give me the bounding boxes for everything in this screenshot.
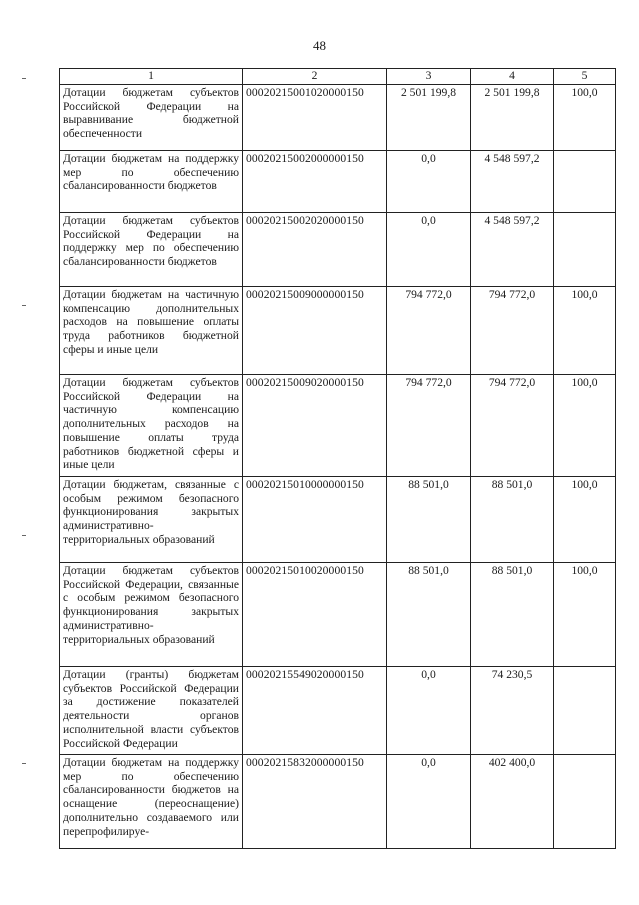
- row-name: Дотации бюджетам субъектов Российской Федерации на частичную компенсацию дополнительных расходов на повышение оплаты труда работников бюджетной сферы и иные цели: [60, 375, 243, 477]
- row-name: Дотации бюджетам субъектов Российской Федерации на выравнивание бюджетной обеспеченности: [60, 85, 243, 151]
- row-percent: [554, 667, 616, 755]
- scan-mark: [22, 535, 26, 536]
- row-code: 00020215009020000150: [243, 375, 387, 477]
- table-row: [60, 213, 616, 287]
- row-percent: [554, 755, 616, 849]
- column-header: 1: [60, 69, 243, 85]
- table-row: [60, 375, 616, 477]
- row-code: 00020215009000000150: [243, 287, 387, 375]
- column-header: 2: [243, 69, 387, 85]
- row-actual: 88 501,0: [471, 563, 554, 667]
- row-percent: 100,0: [554, 375, 616, 477]
- row-code: 00020215002020000150: [243, 213, 387, 287]
- scan-mark: [22, 78, 26, 79]
- column-header: 5: [554, 69, 616, 85]
- page-number: 48: [313, 38, 326, 53]
- row-percent: 100,0: [554, 287, 616, 375]
- table-header-row: [60, 69, 616, 85]
- row-name: Дотации бюджетам на поддержку мер по обеспечению сбалансированности бюджетов: [60, 151, 243, 213]
- table-row: [60, 287, 616, 375]
- row-planned: 2 501 199,8: [387, 85, 471, 151]
- row-planned: 0,0: [387, 755, 471, 849]
- revenue-table: [59, 68, 616, 849]
- row-name: Дотации бюджетам, связанные с особым режимом безопасного функционирования закрытых административно-территориальных образований: [60, 477, 243, 563]
- row-name: Дотации (гранты) бюджетам субъектов Российской Федерации за достижение показателей деятельности органов исполнительной власти субъектов Российской Федерации: [60, 667, 243, 755]
- row-planned: 88 501,0: [387, 563, 471, 667]
- row-planned: 794 772,0: [387, 375, 471, 477]
- row-percent: 100,0: [554, 477, 616, 563]
- row-percent: 100,0: [554, 563, 616, 667]
- row-name: Дотации бюджетам на частичную компенсацию дополнительных расходов на повышение оплаты труда работников бюджетной сферы и иные цели: [60, 287, 243, 375]
- row-percent: [554, 151, 616, 213]
- row-actual: 74 230,5: [471, 667, 554, 755]
- table-row: [60, 667, 616, 755]
- row-code: 00020215549020000150: [243, 667, 387, 755]
- row-name: Дотации бюджетам на поддержку мер по обеспечению сбалансированности бюджетов на оснащение (переоснащение) дополнительно создаваемого или перепрофилируе-: [60, 755, 243, 849]
- row-planned: 0,0: [387, 667, 471, 755]
- scan-mark: [22, 763, 26, 764]
- row-actual: 2 501 199,8: [471, 85, 554, 151]
- row-planned: 0,0: [387, 151, 471, 213]
- row-actual: 4 548 597,2: [471, 151, 554, 213]
- table-row: [60, 477, 616, 563]
- table-row: [60, 563, 616, 667]
- row-actual: 794 772,0: [471, 375, 554, 477]
- table-row: [60, 755, 616, 849]
- row-name: Дотации бюджетам субъектов Российской Федерации на поддержку мер по обеспечению сбалансированности бюджетов: [60, 213, 243, 287]
- row-code: 00020215010000000150: [243, 477, 387, 563]
- row-code: 00020215001020000150: [243, 85, 387, 151]
- row-code: 00020215002000000150: [243, 151, 387, 213]
- row-code: 00020215832000000150: [243, 755, 387, 849]
- row-planned: 88 501,0: [387, 477, 471, 563]
- column-header: 3: [387, 69, 471, 85]
- column-header: 4: [471, 69, 554, 85]
- row-actual: 794 772,0: [471, 287, 554, 375]
- row-planned: 0,0: [387, 213, 471, 287]
- row-percent: 100,0: [554, 85, 616, 151]
- table-row: [60, 151, 616, 213]
- row-percent: [554, 213, 616, 287]
- row-actual: 88 501,0: [471, 477, 554, 563]
- row-planned: 794 772,0: [387, 287, 471, 375]
- row-name: Дотации бюджетам субъектов Российской Федерации, связанные с особым режимом безопасного функционирования закрытых административно-территориальных образований: [60, 563, 243, 667]
- scan-mark: [22, 305, 26, 306]
- row-actual: 4 548 597,2: [471, 213, 554, 287]
- row-code: 00020215010020000150: [243, 563, 387, 667]
- table-row: [60, 85, 616, 151]
- row-actual: 402 400,0: [471, 755, 554, 849]
